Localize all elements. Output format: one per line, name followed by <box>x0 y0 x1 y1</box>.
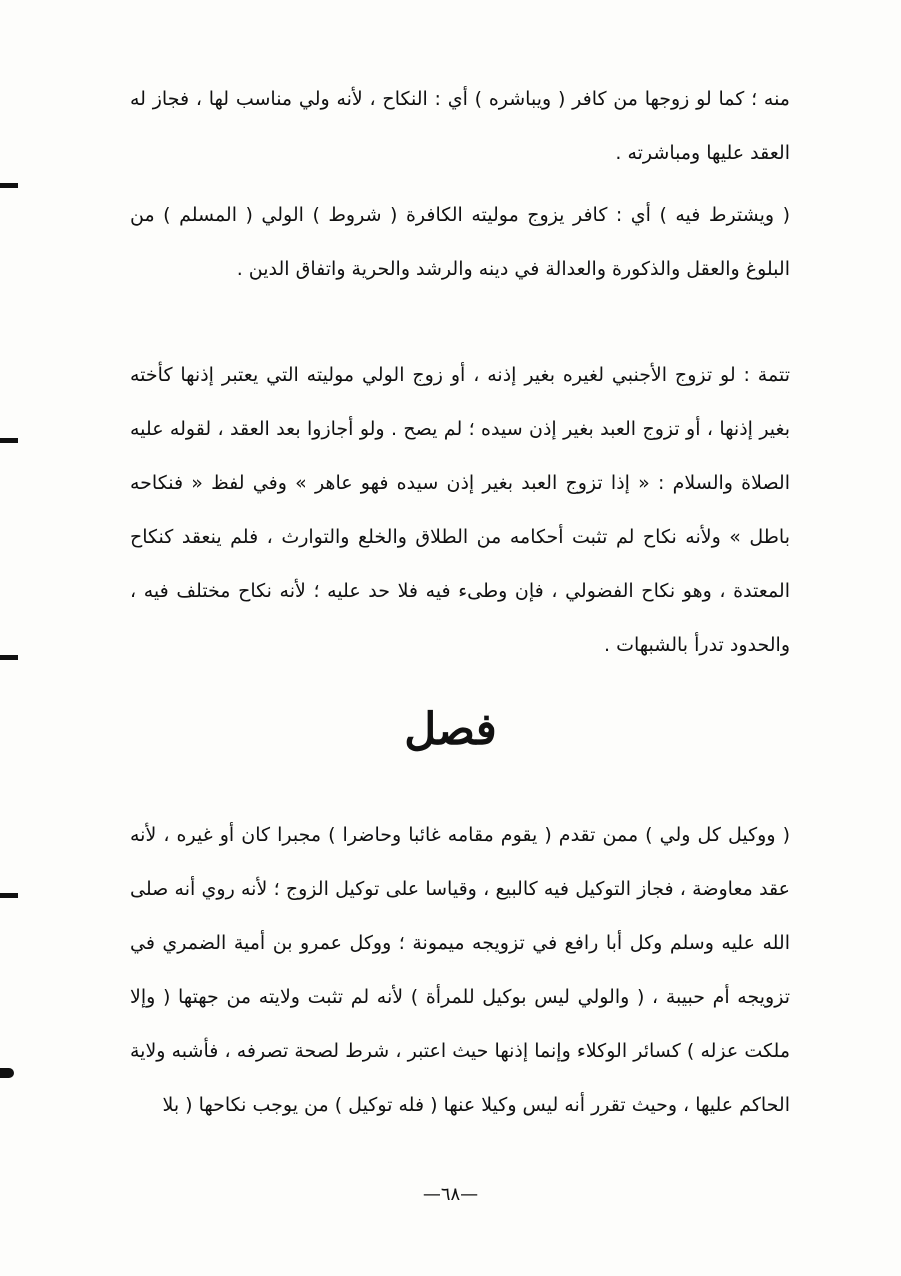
binding-edge-mark <box>0 183 18 188</box>
binding-edge-mark <box>0 438 18 443</box>
paragraph-supplement: تتمة : لو تزوج الأجنبي لغيره بغير إذنه ، أو زوج الولي موليته التي يعتبر إذنها كأخته بغير إذنها ، أو تزوج العبد بغير إذن سيده ؛ لم يصح . ولو أجازوا بعد العقد ، لقوله عليه الصلاة والسلام : « إذا تزوج العبد بغير إذن سيده فهو عاهر » وفي لفظ « فنكاحه باطل » ولأنه نكاح لم تثبت أحكامه من الطلاق والخلع والتوارث ، فلم ينعقد كنكاح المعتدة ، وهو نكاح الفضولي ، فإن وطىء فيه فلا حد عليه ؛ لأنه نكاح مختلف فيه ، والحدود تدرأ بالشبهات . <box>130 364 790 656</box>
page-number: —٦٨— <box>422 1184 479 1205</box>
binding-edge-mark <box>0 893 18 898</box>
binding-edge-mark <box>0 1068 14 1078</box>
binding-edge-mark <box>0 655 18 660</box>
paragraph-proxy: ( ووكيل كل ولي ) ممن تقدم ( يقوم مقامه غائبا وحاضرا ) مجبرا كان أو غيره ، لأنه عقد معاوضة ، فجاز التوكيل فيه كالبيع ، وقياسا على توكيل الزوج ؛ لأنه روي أنه صلى الله عليه وسلم وكل أبا رافع في تزويجه ميمونة ؛ ووكل عمرو بن أمية الضمري في تزويجه أم حبيبة ، ( والولي ليس بوكيل للمرأة ) لأنه لم تثبت ولايته من جهتها ( وإلا ملكت عزله ) كسائر الوكلاء وإنما إذنها حيث اعتبر ، شرط لصحة تصرفه ، فأشبه ولاية الحاكم عليها ، وحيث تقرر أنه ليس وكيلا عنها ( فله توكيل ) من يوجب نكاحها ( بلا <box>130 824 790 1116</box>
section-heading: فصل <box>404 704 497 755</box>
paragraph-continuation: منه ؛ كما لو زوجها من كافر ( ويباشره ) أي : النكاح ، لأنه ولي مناسب لها ، فجاز له العقد عليها ومباشرته . <box>130 88 790 164</box>
paragraph-conditions: ( ويشترط فيه ) أي : كافر يزوج موليته الكافرة ( شروط ) الولي ( المسلم ) من البلوغ والعقل والذكورة والعدالة في دينه والرشد والحرية واتفاق الدين . <box>130 204 790 280</box>
